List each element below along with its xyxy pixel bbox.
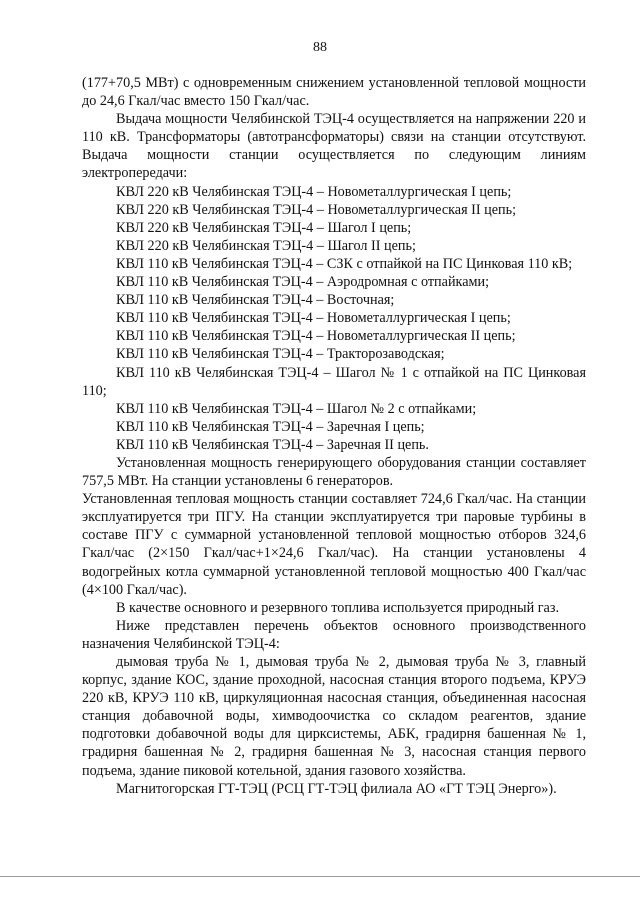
- paragraph: Установленная тепловая мощность станции составляет 724,6 Гкал/час. На станции эксплуатируется три ПГУ. На станции эксплуатируется три паровые турбины в составе ПГУ с суммарной установленной тепловой мощностью отборов 324,6 Гкал/час (2×150 Гкал/час+1×24,6 Гкал/час). На станции установлены 4 водогрейных котла суммарной установленной тепловой мощностью 400 Гкал/час (4×100 Гкал/час).: [82, 491, 586, 598]
- paragraph: КВЛ 110 кВ Челябинская ТЭЦ-4 – Шагол № 1 с отпайкой на ПС Цинковая 110;: [82, 364, 586, 399]
- footer-rule: [0, 876, 640, 877]
- paragraph: КВЛ 220 кВ Челябинская ТЭЦ-4 – Новометаллургическая II цепь;: [116, 201, 517, 218]
- paragraph: Магнитогорская ГТ-ТЭЦ (РСЦ ГТ-ТЭЦ филиала АО «ГТ ТЭЦ Энерго»).: [116, 780, 557, 797]
- paragraph: КВЛ 220 кВ Челябинская ТЭЦ-4 – Новометаллургическая I цепь;: [116, 183, 512, 200]
- paragraph: Ниже представлен перечень объектов основного производственного назначения Челябинской ТЭЦ-4:: [82, 617, 586, 652]
- paragraph: (177+70,5 МВт) с одновременным снижением установленной тепловой мощности до 24,6 Гкал/час вместо 150 Гкал/час.: [82, 75, 586, 110]
- paragraph: В качестве основного и резервного топлива используется природный газ.: [116, 599, 559, 616]
- document-body: [82, 74, 586, 798]
- paragraph: КВЛ 220 кВ Челябинская ТЭЦ-4 – Шагол I цепь;: [116, 219, 412, 236]
- paragraph: дымовая труба № 1, дымовая труба № 2, дымовая труба № 3, главный корпус, здание КОС, здание проходной, насосная станция второго подъема, КРУЭ 220 кВ, КРУЭ 110 кВ, циркуляционная насосная станция, объединенная насосная станция добавочной воды, химводоочистка со складом реагентов, здание подготовки добавочной воды для цирксистемы, АБК, градирня башенная № 1, градирня башенная № 2, градирня башенная № 3, насосная станция первого подъема, здание пиковой котельной, здания газового хозяйства.: [82, 654, 586, 779]
- paragraph: КВЛ 110 кВ Челябинская ТЭЦ-4 – Шагол № 2 с отпайками;: [116, 400, 477, 417]
- paragraph: Установленная мощность генерирующего оборудования станции составляет 757,5 МВт. На станции установлены 6 генераторов.: [82, 454, 586, 490]
- paragraph: КВЛ 110 кВ Челябинская ТЭЦ-4 – Тракторозаводская;: [116, 346, 445, 363]
- paragraph: КВЛ 110 кВ Челябинская ТЭЦ-4 – СЗК с отпайкой на ПС Цинковая 110 кВ;: [116, 255, 573, 272]
- paragraph: КВЛ 110 кВ Челябинская ТЭЦ-4 – Аэродромная с отпайками;: [116, 274, 490, 291]
- paragraph: КВЛ 110 кВ Челябинская ТЭЦ-4 – Восточная;: [116, 292, 395, 309]
- paragraph: КВЛ 110 кВ Челябинская ТЭЦ-4 – Заречная II цепь.: [116, 436, 429, 453]
- paragraph: КВЛ 110 кВ Челябинская ТЭЦ-4 – Новометаллургическая I цепь;: [116, 310, 511, 327]
- paragraph: Выдача мощности Челябинской ТЭЦ-4 осуществляется на напряжении 220 и 110 кВ. Трансформаторы (автотрансформаторы) связи на станции отсутствуют. Выдача мощности станции осуществляется по следующим линиям электропередачи:: [82, 111, 586, 182]
- paragraph: КВЛ 220 кВ Челябинская ТЭЦ-4 – Шагол II цепь;: [116, 237, 416, 254]
- page-number: 88: [313, 40, 327, 55]
- paragraph: КВЛ 110 кВ Челябинская ТЭЦ-4 – Заречная I цепь;: [116, 418, 425, 435]
- paragraph: КВЛ 110 кВ Челябинская ТЭЦ-4 – Новометаллургическая II цепь;: [116, 328, 516, 345]
